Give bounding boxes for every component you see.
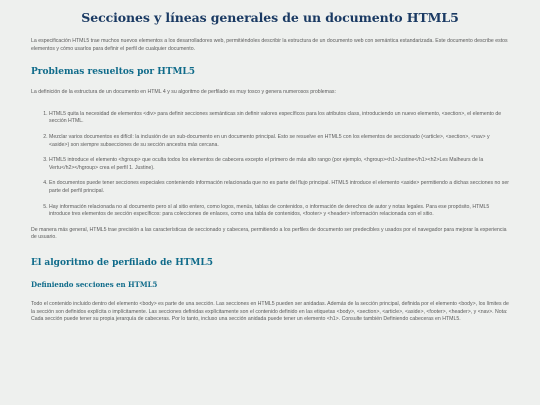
section-heading-algorithm: El algoritmo de perfilado de HTML5: [31, 257, 213, 268]
problems-lead-paragraph: La definición de la estructura de un documento en HTML 4 y su algoritmo de perfilado es muy tosco y genera numerosos problemas:: [31, 89, 336, 96]
list-item: 3. HTML5 introduce el elemento <hgroup> que oculta todos los elementos de cabecera excepto el primero de más alto rango (por ejemplo, <hgroup><h1>Justine</h1><h2>Les Malheurs de la Vertu</h2></hgroup> crea el perfil 1. Justine).: [49, 157, 509, 172]
list-item: 5. Hay información relacionada no al documento pero sí al sitio entero, como logos, menús, tablas de contenidos, o información de derechos de autor y notas legales. Para ese propósito, HTML5 introduce tres elementos de sección específicos: para colecciones de enlaces, como una tabla de contenidos, <footer> y <header> información relacionada con el sitio.: [49, 204, 509, 219]
defining-sections-paragraph: Todo el contenido incluido dentro del elemento <body> es parte de una sección. Las secciones en HTML5 pueden ser anidadas. Además de la sección principal, definida por el elemento <body>, los límites de la sección son definidos explícita o implícitamente. Las secciones definidas explícitamente son el contenido definido en las etiquetas <body>, <section>, <article>, <aside>, <footer>, <header>, y <nav>. Nota: Cada sección puede tener su propia jerarquía de cabeceras. Por lo tanto, incluso una sección anidada puede tener un elemento <h1>. Consulte también Definiendo cabeceras en HTML5.: [31, 300, 509, 323]
problems-list: [31, 111, 509, 219]
page-title: Secciones y líneas generales de un documento HTML5: [81, 10, 459, 25]
section-heading-problems: Problemas resueltos por HTML5: [31, 67, 196, 78]
subsection-heading-defining: Definiendo secciones en HTML5: [31, 279, 158, 289]
intro-paragraph: La especificación HTML5 trae muchos nuevos elementos a los desarrolladores web, permitiéndoles describir la estructura de un documento web con semántica estandarizada. Este documento describe estos elementos y cómo usarlos para definir el perfil de cualquier documento.: [31, 38, 508, 52]
summary-paragraph: De manera más general, HTML5 trae precisión a las características de seccionado y cabecera, permitiendo a los perfiles de documento ser predecibles y usados por el navegador para mejorar la experiencia de usuario.: [31, 226, 507, 241]
list-item: 4. En documentos puede tener secciones especiales conteniendo información relacionada que no es parte del flujo principal. HTML5 introduce el elemento <aside> permitiendo a dichas secciones no ser parte del perfil principal.: [49, 180, 509, 195]
list-item: 2. Mezclar varios documentos es difícil: la inclusión de un sub-documento en un documento principal. Esto se resuelve en HTML5 con los elementos de seccionado (<article>, <section>, <nav> y <aside>) son siempre subsecciones de su sección ancestra más cercana.: [49, 134, 509, 149]
list-item: 1. HTML5 quita la necesidad de elementos <div> para definir secciones semánticas sin definir valores específicos para los atributos class, introduciendo un nuevo elemento, <section>, el elemento de sección HTML.: [49, 111, 509, 126]
